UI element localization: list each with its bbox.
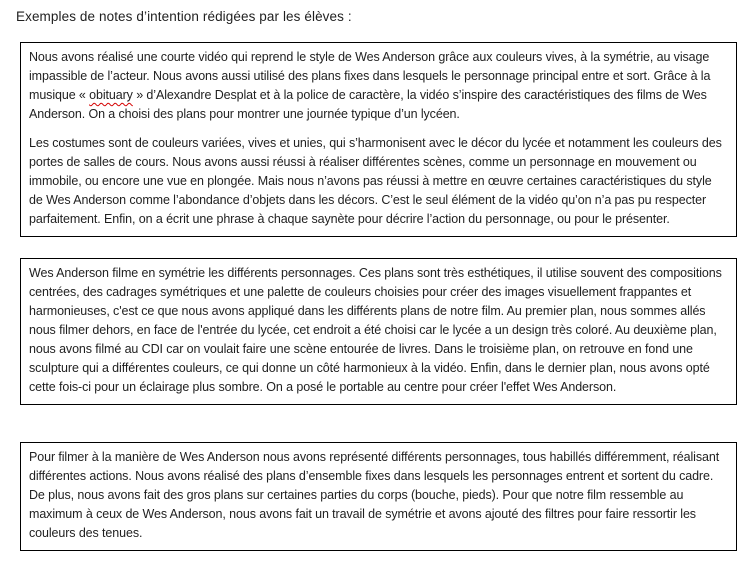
note3-paragraph-1: Pour filmer à la manière de Wes Anderson nous avons représenté différents personnages, tous habillés différemment, réalisant différentes actions. Nous avons réalisé des plans d’ensemble fixes dans lesquels les personnages entrent et sortent du cadre. De plus, nous avons fait des gros plans sur certaines parties du corps (bouche, pieds). Pour que notre film ressemble au maximum à ceux de Wes Anderson, nous avons fait un travail de symétrie et avons ajouté des filtres pour faire ressortir les couleurs des tenues. [29, 450, 720, 540]
note1-paragraph-2: Les costumes sont de couleurs variées, vives et unies, qui s’harmonisent avec le décor du lycée et notamment les couleurs des portes de salles de cours. Nous avons aussi réussi à réaliser différentes scènes, comme un personnage en mouvement ou immobile, ou encore une vue en plongée. Mais nous n’avons pas réussi à mettre en œuvre certaines caractéristiques du style de Wes Anderson comme l’abondance d’objets dans les décors. C’est le seul élément de la vidéo qu’on n’a pas pu respecter parfaitement. Enfin, on a écrit une phrase à chaque saynète pour décrire l’action du personnage, ou pour le présenter. [29, 136, 722, 226]
note2-paragraph-1: Wes Anderson filme en symétrie les différents personnages. Ces plans sont très esthétiques, il utilise souvent des compositions centrées, des cadrages symétriques et une palette de couleurs choisies pour créer des images visuellement frappantes et harmonieuses, c'est ce que nous avons appliqué dans les différents plans de notre film. Au premier plan, nous sommes allés nous filmer dehors, en face de l'entrée du lycée, cet endroit a été choisi car le lycée a un design très coloré. Au deuxième plan, nous avons filmé au CDI car on voulait faire une scène entourée de livres. Dans le troisième plan, on retrouve en fond une sculpture qui a différentes couleurs, ce qui donne un côté harmonieux à la vidéo. Enfin, dans le dernier plan, nous avons opté cette fois-ci pour un éclairage plus sombre. On a posé le portable au centre pour créer l'effet Wes Anderson. [29, 266, 722, 394]
note1-paragraph-1-text-before: Nous avons réalisé une courte vidéo qui reprend le style de Wes Anderson grâce aux couleurs vives, à la symétrie, au visage impassible de l’acteur. Nous avons aussi utilisé des plans fixes dans lesquels le personnage principal entre et sort. Grâce à la musique « [29, 50, 711, 102]
note-box-3 [20, 442, 737, 551]
page-title: Exemples de notes d’intention rédigées par les élèves : [16, 9, 352, 24]
misspelled-word-obituary: obituary [89, 88, 133, 102]
note-box-2 [20, 258, 737, 405]
note-box-1 [20, 42, 737, 237]
note1-paragraph-1-text-after: » d’Alexandre Desplat et à la police de caractère, la vidéo s’inspire des caractéristiques des films de Wes Anderson. On a choisi des plans pour montrer une journée typique d’un lycéen. [29, 88, 707, 121]
note1-paragraph-1 [29, 48, 726, 124]
